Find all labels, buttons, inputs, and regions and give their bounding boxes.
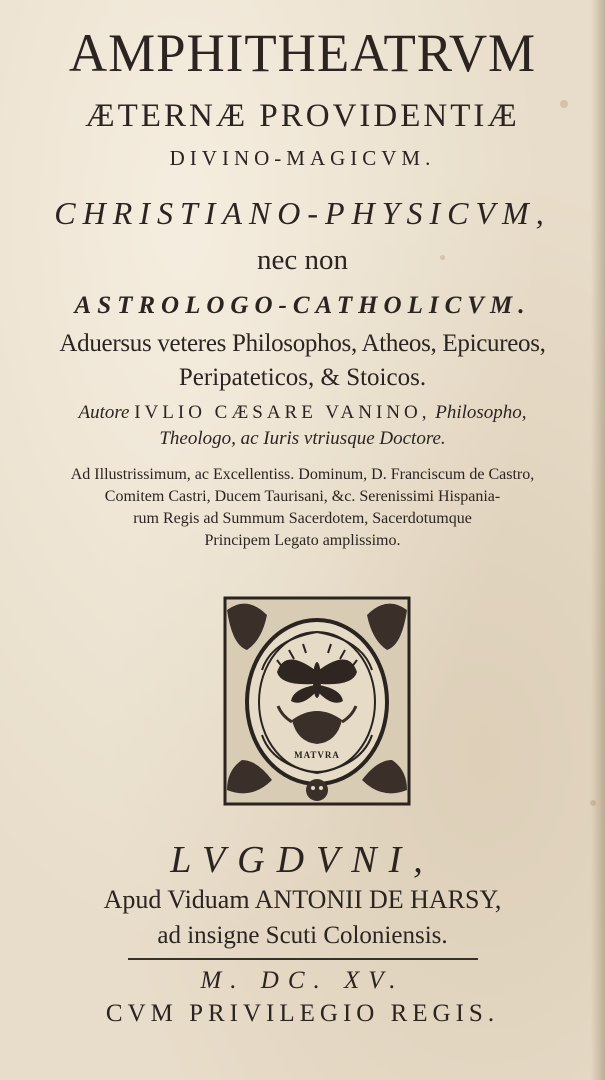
dedication-line-1: Ad Illustrissimum, ac Excellentiss. Dominum, D. Franciscum de Castro, <box>70 466 535 483</box>
subtitle-line-6: ASTROLOGO-CATHOLICVM. <box>74 292 531 319</box>
author-prefix: Autore <box>78 402 130 423</box>
privilege-line: CVM PRIVILEGIO REGIS. <box>105 1000 500 1027</box>
horizontal-rule <box>128 958 478 960</box>
place-of-printing: LVGDVNI, <box>170 839 435 881</box>
subtitle-line-4: CHRISTIANO-PHYSICVM, <box>54 195 551 231</box>
subtitle-line-3: DIVINO-MAGICVM. <box>169 146 436 170</box>
author-degrees: Theologo, ac Iuris vtriusque Doctore. <box>159 428 446 449</box>
device-motto: MATVRA <box>294 750 340 760</box>
author-line <box>0 402 605 424</box>
subtitle-line-5: nec non <box>257 244 348 276</box>
dedication-line-3: rum Regis ad Summum Sacerdotem, Sacerdotumque <box>133 510 472 527</box>
printer-line: Apud Viduam ANTONII DE HARSY, <box>103 885 502 914</box>
dedication-line-4: Principem Legato amplissimo. <box>204 532 401 549</box>
shop-sign-line: ad insigne Scuti Coloniensis. <box>157 922 448 949</box>
year-line: M. DC. XV. <box>200 967 405 994</box>
author-suffix: Philosopho, <box>435 402 527 423</box>
subtitle-line-7: Aduersus veteres Philosophos, Atheos, Epicureos, <box>59 330 546 357</box>
author-name: IVLIO CÆSARE VANINO, <box>134 402 431 423</box>
main-title: AMPHITHEATRVM <box>68 23 537 83</box>
subtitle-line-8: Peripateticos, & Stoicos. <box>178 364 427 391</box>
dedication-line-2: Comitem Castri, Ducem Taurisani, &c. Serenissimi Hispania- <box>104 488 501 505</box>
printers-device-woodcut <box>217 590 417 812</box>
subtitle-line-2: ÆTERNÆ PROVIDENTIÆ <box>85 98 520 134</box>
